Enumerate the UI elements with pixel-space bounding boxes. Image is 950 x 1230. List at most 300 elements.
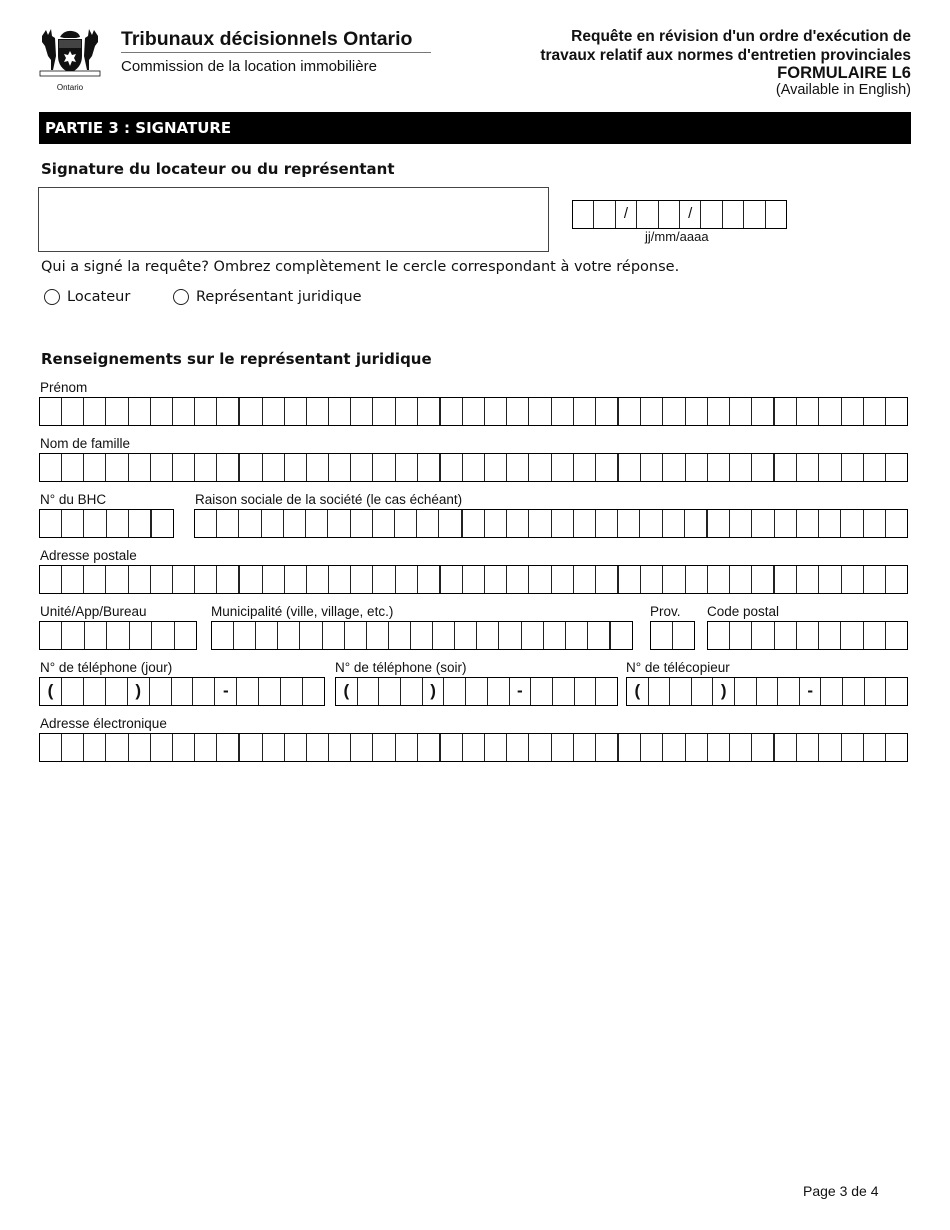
- digit-box[interactable]: [358, 678, 380, 705]
- char-box[interactable]: [62, 510, 84, 537]
- char-box[interactable]: [367, 622, 389, 649]
- char-box[interactable]: [107, 622, 129, 649]
- char-box[interactable]: [752, 734, 775, 761]
- char-box[interactable]: [173, 454, 195, 481]
- char-box[interactable]: [284, 510, 306, 537]
- digit-box[interactable]: [553, 678, 575, 705]
- digit-box[interactable]: [596, 678, 617, 705]
- char-box[interactable]: [441, 454, 463, 481]
- postal-code-field[interactable]: [707, 621, 908, 650]
- char-box[interactable]: [507, 454, 529, 481]
- char-box[interactable]: [775, 510, 797, 537]
- char-box[interactable]: [285, 454, 307, 481]
- char-box[interactable]: [262, 510, 284, 537]
- char-box[interactable]: [819, 454, 841, 481]
- char-box[interactable]: [151, 734, 173, 761]
- char-box[interactable]: [85, 622, 107, 649]
- char-box[interactable]: [240, 734, 262, 761]
- char-box[interactable]: [323, 622, 345, 649]
- char-box[interactable]: [84, 454, 106, 481]
- char-box[interactable]: [708, 398, 730, 425]
- char-box[interactable]: [240, 398, 262, 425]
- char-box[interactable]: [62, 734, 84, 761]
- char-box[interactable]: [195, 566, 217, 593]
- char-box[interactable]: [351, 734, 373, 761]
- char-box[interactable]: [106, 566, 128, 593]
- date-box[interactable]: [766, 201, 786, 228]
- char-box[interactable]: [752, 566, 775, 593]
- char-box[interactable]: [485, 510, 507, 537]
- char-box[interactable]: [263, 734, 285, 761]
- char-box[interactable]: [730, 510, 752, 537]
- company-name-label: Raison sociale de la société (le cas échéant): [195, 492, 463, 507]
- char-box[interactable]: [107, 510, 129, 537]
- digit-box[interactable]: [150, 678, 172, 705]
- mailing-address-field[interactable]: [39, 565, 908, 594]
- digit-box[interactable]: [670, 678, 692, 705]
- phone-paren: ): [720, 681, 727, 700]
- company-name-field[interactable]: [194, 509, 908, 538]
- lso-number-label: N° du BHC: [40, 492, 107, 507]
- char-box[interactable]: [619, 454, 641, 481]
- char-box[interactable]: [417, 510, 439, 537]
- char-box[interactable]: [439, 510, 462, 537]
- char-box[interactable]: [329, 734, 351, 761]
- char-box[interactable]: [285, 398, 307, 425]
- phone-day-label: N° de téléphone (jour): [40, 660, 173, 675]
- char-box[interactable]: [373, 734, 395, 761]
- char-box[interactable]: [841, 510, 863, 537]
- char-box[interactable]: [640, 510, 662, 537]
- char-box[interactable]: [708, 622, 730, 649]
- phone-evening-label: N° de téléphone (soir): [335, 660, 467, 675]
- char-box[interactable]: [819, 734, 841, 761]
- char-box[interactable]: [418, 398, 441, 425]
- char-box[interactable]: [173, 566, 195, 593]
- char-box[interactable]: [775, 622, 797, 649]
- char-box[interactable]: [240, 566, 262, 593]
- char-box[interactable]: [864, 510, 886, 537]
- char-box[interactable]: [106, 398, 128, 425]
- char-box[interactable]: [351, 454, 373, 481]
- char-box[interactable]: [730, 454, 752, 481]
- digit-box[interactable]: [466, 678, 488, 705]
- char-box[interactable]: [574, 398, 596, 425]
- char-box[interactable]: [596, 566, 619, 593]
- char-box[interactable]: [651, 622, 673, 649]
- char-box[interactable]: [886, 510, 907, 537]
- char-box[interactable]: [886, 622, 907, 649]
- char-box[interactable]: [62, 398, 84, 425]
- char-box[interactable]: [529, 566, 551, 593]
- char-box[interactable]: [673, 622, 694, 649]
- radio-landlord[interactable]: [44, 289, 130, 305]
- char-box[interactable]: [552, 510, 574, 537]
- char-box[interactable]: [463, 398, 485, 425]
- char-box[interactable]: [686, 454, 708, 481]
- date-box[interactable]: [573, 201, 594, 228]
- char-box[interactable]: [418, 734, 441, 761]
- char-box[interactable]: [686, 398, 708, 425]
- char-box[interactable]: [596, 734, 619, 761]
- province-field[interactable]: [650, 621, 695, 650]
- form-title-line-1: Requête en révision d'un ordre d'exécution de: [571, 28, 911, 45]
- char-box[interactable]: [40, 622, 62, 649]
- char-box[interactable]: [441, 398, 463, 425]
- digit-box[interactable]: [84, 678, 106, 705]
- char-box[interactable]: [307, 398, 329, 425]
- char-box[interactable]: [396, 734, 418, 761]
- digit-box[interactable]: [735, 678, 757, 705]
- char-box[interactable]: [477, 622, 499, 649]
- char-box[interactable]: [328, 510, 350, 537]
- email-field[interactable]: [39, 733, 908, 762]
- char-box[interactable]: [389, 622, 411, 649]
- char-box[interactable]: [329, 566, 351, 593]
- char-box[interactable]: [173, 398, 195, 425]
- char-box[interactable]: [240, 454, 262, 481]
- radio-landlord-label: Locateur: [67, 289, 131, 305]
- digit-box[interactable]: [237, 678, 259, 705]
- char-box[interactable]: [775, 566, 797, 593]
- digit-box[interactable]: [886, 678, 907, 705]
- char-box[interactable]: [411, 622, 433, 649]
- char-box[interactable]: [306, 510, 328, 537]
- char-box[interactable]: [841, 622, 863, 649]
- section-title: PARTIE 3 : SIGNATURE: [45, 119, 232, 137]
- char-box[interactable]: [106, 734, 128, 761]
- digit-box[interactable]: [649, 678, 671, 705]
- char-box[interactable]: [395, 510, 417, 537]
- char-box[interactable]: [842, 734, 864, 761]
- char-box[interactable]: [864, 566, 886, 593]
- char-box[interactable]: [708, 510, 730, 537]
- char-box[interactable]: [485, 734, 507, 761]
- digit-box[interactable]: [821, 678, 843, 705]
- char-box[interactable]: [641, 454, 663, 481]
- char-box[interactable]: [285, 734, 307, 761]
- char-box[interactable]: [619, 398, 641, 425]
- char-box[interactable]: [886, 398, 907, 425]
- char-box[interactable]: [529, 454, 551, 481]
- char-box[interactable]: [708, 566, 730, 593]
- char-box[interactable]: [574, 566, 596, 593]
- char-box[interactable]: [596, 398, 619, 425]
- digit-box[interactable]: [379, 678, 401, 705]
- char-box[interactable]: [797, 566, 819, 593]
- char-box[interactable]: [596, 510, 618, 537]
- phone-separator: [423, 678, 445, 705]
- char-box[interactable]: [84, 734, 106, 761]
- digit-box[interactable]: [778, 678, 800, 705]
- char-box[interactable]: [485, 566, 507, 593]
- char-box[interactable]: [151, 566, 173, 593]
- char-box[interactable]: [507, 734, 529, 761]
- char-box[interactable]: [263, 454, 285, 481]
- char-box[interactable]: [611, 622, 632, 649]
- char-box[interactable]: [797, 398, 819, 425]
- char-box[interactable]: [574, 454, 596, 481]
- char-box[interactable]: [173, 734, 195, 761]
- char-box[interactable]: [819, 566, 841, 593]
- char-box[interactable]: [40, 734, 62, 761]
- char-box[interactable]: [130, 622, 152, 649]
- char-box[interactable]: [175, 622, 196, 649]
- unit-field[interactable]: [39, 621, 197, 650]
- char-box[interactable]: [418, 566, 441, 593]
- char-box[interactable]: [351, 398, 373, 425]
- char-box[interactable]: [797, 510, 819, 537]
- char-box[interactable]: [217, 734, 240, 761]
- char-box[interactable]: [373, 566, 395, 593]
- char-box[interactable]: [285, 566, 307, 593]
- char-box[interactable]: [663, 510, 685, 537]
- first-name-field[interactable]: [39, 397, 908, 426]
- char-box[interactable]: [752, 398, 775, 425]
- char-box[interactable]: [529, 398, 551, 425]
- char-box[interactable]: [212, 622, 234, 649]
- char-box[interactable]: [775, 398, 797, 425]
- char-box[interactable]: [152, 622, 174, 649]
- char-box[interactable]: [129, 454, 151, 481]
- phone-dash: -: [807, 681, 814, 700]
- char-box[interactable]: [730, 566, 752, 593]
- char-box[interactable]: [396, 566, 418, 593]
- char-box[interactable]: [819, 510, 841, 537]
- date-box[interactable]: [594, 201, 615, 228]
- char-box[interactable]: [730, 622, 752, 649]
- lso-number-field[interactable]: [39, 509, 174, 538]
- char-box[interactable]: [84, 398, 106, 425]
- char-box[interactable]: [842, 398, 864, 425]
- char-box[interactable]: [797, 454, 819, 481]
- char-box[interactable]: [106, 454, 128, 481]
- digit-box[interactable]: [692, 678, 714, 705]
- char-box[interactable]: [886, 566, 907, 593]
- char-box[interactable]: [234, 622, 256, 649]
- email-label: Adresse électronique: [40, 716, 167, 731]
- char-box[interactable]: [40, 510, 62, 537]
- char-box[interactable]: [819, 398, 841, 425]
- char-box[interactable]: [418, 454, 441, 481]
- char-box[interactable]: [329, 454, 351, 481]
- char-box[interactable]: [507, 398, 529, 425]
- digit-box[interactable]: [401, 678, 423, 705]
- char-box[interactable]: [217, 510, 239, 537]
- char-box[interactable]: [62, 622, 84, 649]
- char-box[interactable]: [864, 454, 886, 481]
- municipality-field[interactable]: [211, 621, 633, 650]
- char-box[interactable]: [864, 622, 886, 649]
- char-box[interactable]: [618, 510, 640, 537]
- char-box[interactable]: [84, 566, 106, 593]
- char-box[interactable]: [441, 566, 463, 593]
- char-box[interactable]: [708, 734, 730, 761]
- char-box[interactable]: [752, 454, 775, 481]
- char-box[interactable]: [129, 566, 151, 593]
- last-name-field[interactable]: [39, 453, 908, 482]
- char-box[interactable]: [686, 566, 708, 593]
- digit-box[interactable]: [172, 678, 194, 705]
- radio-legal-representative[interactable]: [173, 289, 362, 305]
- char-box[interactable]: [552, 734, 574, 761]
- char-box[interactable]: [195, 734, 217, 761]
- char-box[interactable]: [345, 622, 367, 649]
- char-box[interactable]: [307, 734, 329, 761]
- digit-box[interactable]: [843, 678, 865, 705]
- char-box[interactable]: [574, 734, 596, 761]
- char-box[interactable]: [596, 454, 619, 481]
- radio-circle-icon[interactable]: [173, 289, 189, 305]
- char-box[interactable]: [263, 566, 285, 593]
- char-box[interactable]: [619, 734, 641, 761]
- char-box[interactable]: [195, 398, 217, 425]
- fax-field[interactable]: [626, 677, 908, 706]
- char-box[interactable]: [544, 622, 566, 649]
- char-box[interactable]: [819, 622, 841, 649]
- digit-box[interactable]: [757, 678, 779, 705]
- digit-box[interactable]: [303, 678, 324, 705]
- char-box[interactable]: [663, 454, 685, 481]
- char-box[interactable]: [152, 510, 173, 537]
- char-box[interactable]: [552, 566, 574, 593]
- char-box[interactable]: [441, 734, 463, 761]
- digit-box[interactable]: [106, 678, 128, 705]
- date-box[interactable]: [637, 201, 658, 228]
- char-box[interactable]: [239, 510, 261, 537]
- char-box[interactable]: [329, 398, 351, 425]
- char-box[interactable]: [529, 510, 551, 537]
- char-box[interactable]: [529, 734, 551, 761]
- date-box[interactable]: [723, 201, 744, 228]
- digit-box[interactable]: [281, 678, 303, 705]
- char-box[interactable]: [775, 454, 797, 481]
- char-box[interactable]: [40, 454, 62, 481]
- char-box[interactable]: [373, 454, 395, 481]
- char-box[interactable]: [307, 454, 329, 481]
- char-box[interactable]: [588, 622, 611, 649]
- char-box[interactable]: [685, 510, 708, 537]
- char-box[interactable]: [463, 454, 485, 481]
- char-box[interactable]: [463, 510, 485, 537]
- char-box[interactable]: [730, 398, 752, 425]
- char-box[interactable]: [351, 566, 373, 593]
- digit-box[interactable]: [62, 678, 84, 705]
- digit-box[interactable]: [531, 678, 553, 705]
- char-box[interactable]: [129, 510, 152, 537]
- signature-date-field[interactable]: [572, 200, 787, 229]
- char-box[interactable]: [129, 398, 151, 425]
- char-box[interactable]: [396, 454, 418, 481]
- char-box[interactable]: [552, 398, 574, 425]
- char-box[interactable]: [40, 566, 62, 593]
- char-box[interactable]: [730, 734, 752, 761]
- char-box[interactable]: [463, 566, 485, 593]
- char-box[interactable]: [663, 734, 685, 761]
- char-box[interactable]: [499, 622, 521, 649]
- char-box[interactable]: [842, 454, 864, 481]
- char-box[interactable]: [307, 566, 329, 593]
- char-box[interactable]: [129, 734, 151, 761]
- char-box[interactable]: [263, 398, 285, 425]
- char-box[interactable]: [522, 622, 544, 649]
- char-box[interactable]: [663, 398, 685, 425]
- char-box[interactable]: [507, 566, 529, 593]
- digit-box[interactable]: [865, 678, 887, 705]
- date-box[interactable]: [659, 201, 680, 228]
- char-box[interactable]: [463, 734, 485, 761]
- digit-box[interactable]: [193, 678, 215, 705]
- char-box[interactable]: [663, 566, 685, 593]
- char-box[interactable]: [151, 398, 173, 425]
- char-box[interactable]: [641, 398, 663, 425]
- char-box[interactable]: [842, 566, 864, 593]
- form-code: FORMULAIRE L6: [777, 64, 911, 82]
- char-box[interactable]: [485, 454, 507, 481]
- signature-box[interactable]: [38, 187, 549, 252]
- char-box[interactable]: [195, 510, 217, 537]
- char-box[interactable]: [40, 398, 62, 425]
- digit-box[interactable]: [444, 678, 466, 705]
- char-box[interactable]: [752, 622, 774, 649]
- char-box[interactable]: [455, 622, 477, 649]
- char-box[interactable]: [351, 510, 373, 537]
- char-box[interactable]: [775, 734, 797, 761]
- char-box[interactable]: [641, 734, 663, 761]
- char-box[interactable]: [373, 398, 395, 425]
- char-box[interactable]: [278, 622, 300, 649]
- char-box[interactable]: [574, 510, 596, 537]
- char-box[interactable]: [217, 454, 240, 481]
- date-box[interactable]: [701, 201, 722, 228]
- char-box[interactable]: [256, 622, 278, 649]
- char-box[interactable]: [217, 398, 240, 425]
- char-box[interactable]: [151, 454, 173, 481]
- char-box[interactable]: [864, 398, 886, 425]
- char-box[interactable]: [373, 510, 395, 537]
- char-box[interactable]: [566, 622, 588, 649]
- char-box[interactable]: [641, 566, 663, 593]
- char-box[interactable]: [619, 566, 641, 593]
- char-box[interactable]: [752, 510, 774, 537]
- date-box[interactable]: [744, 201, 765, 228]
- char-box[interactable]: [797, 622, 819, 649]
- char-box[interactable]: [708, 454, 730, 481]
- radio-circle-icon[interactable]: [44, 289, 60, 305]
- char-box[interactable]: [217, 566, 240, 593]
- char-box[interactable]: [62, 566, 84, 593]
- digit-box[interactable]: [488, 678, 510, 705]
- char-box[interactable]: [433, 622, 455, 649]
- char-box[interactable]: [507, 510, 529, 537]
- digit-box[interactable]: [575, 678, 597, 705]
- char-box[interactable]: [552, 454, 574, 481]
- char-box[interactable]: [886, 734, 907, 761]
- phone-evening-field[interactable]: [335, 677, 618, 706]
- char-box[interactable]: [195, 454, 217, 481]
- char-box[interactable]: [84, 510, 106, 537]
- phone-day-field[interactable]: [39, 677, 325, 706]
- char-box[interactable]: [864, 734, 886, 761]
- digit-box[interactable]: [259, 678, 281, 705]
- char-box[interactable]: [886, 454, 907, 481]
- char-box[interactable]: [62, 454, 84, 481]
- char-box[interactable]: [686, 734, 708, 761]
- char-box[interactable]: [300, 622, 322, 649]
- char-box[interactable]: [396, 398, 418, 425]
- char-box[interactable]: [485, 398, 507, 425]
- char-box[interactable]: [797, 734, 819, 761]
